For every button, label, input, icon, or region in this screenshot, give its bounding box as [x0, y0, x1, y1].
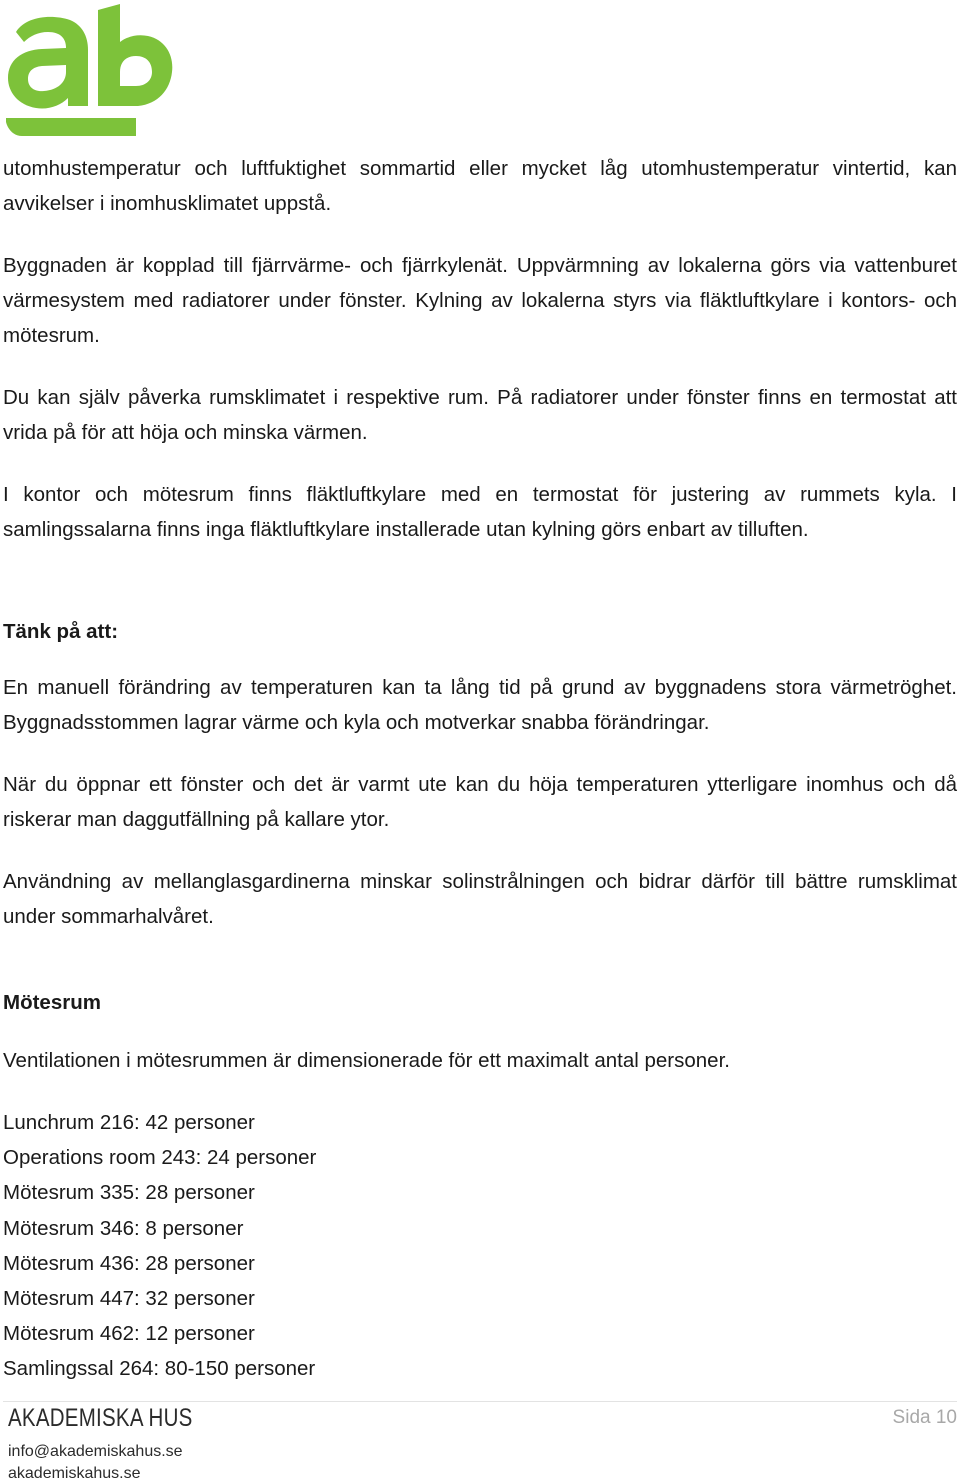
- tips-heading: Tänk på att:: [3, 620, 119, 643]
- meeting-rooms-heading: Mötesrum: [3, 991, 101, 1014]
- meeting-rooms-intro: Ventilationen i mötesrummen är dimensionerade för ett maximalt antal personer.: [3, 1049, 730, 1072]
- list-item: Samlingssal 264: 80-150 personer: [3, 1357, 316, 1381]
- list-item: Mötesrum 447: 32 personer: [3, 1287, 255, 1311]
- intro-paragraph-3: Du kan själv påverka rumsklimatet i respektive rum. På radiatorer under fönster finns en termostat att vrida på för att höja och minska värmen.: [3, 386, 957, 444]
- meeting-rooms-list: [3, 1105, 957, 1387]
- list-item: Mötesrum 346: 8 personer: [3, 1216, 244, 1240]
- list-item: Mötesrum 335: 28 personer: [3, 1181, 255, 1205]
- footer-brand: AKADEMISKA HUS: [8, 1404, 193, 1432]
- list-item: Mötesrum 462: 12 personer: [3, 1322, 255, 1346]
- footer-website[interactable]: akademiskahus.se: [8, 1465, 141, 1482]
- tips-paragraph-1: En manuell förändring av temperaturen kan ta lång tid på grund av byggnadens stora värmetröghet. Byggnadsstommen lagrar värme och kyla och motverkar snabba förändringar.: [3, 676, 957, 734]
- tips-paragraph-3: Användning av mellanglasgardinerna minskar solinstrålningen och bidrar därför till bättre rumsklimat under sommarhalvåret.: [3, 870, 957, 928]
- tips-paragraph-2: När du öppnar ett fönster och det är varmt ute kan du höja temperaturen ytterligare inomhus och då riskerar man daggutfällning på kallare ytor.: [3, 773, 957, 831]
- intro-paragraph-2: Byggnaden är kopplad till fjärrvärme- och fjärrkylenät. Uppvärmning av lokalerna görs via vattenburet värmesystem med radiatorer under fönster. Kylning av lokalerna styrs via fläktluftkylare i kontors- och mötesrum.: [3, 254, 957, 347]
- list-item: Lunchrum 216: 42 personer: [3, 1111, 255, 1134]
- intro-paragraph-4: I kontor och mötesrum finns fläktluftkylare med en termostat för justering av rummets kyla. I samlingssalarna finns inga fläktluftkylare installerade utan kylning görs enbart av tilluften.: [3, 483, 957, 541]
- footer-email[interactable]: info@akademiskahus.se: [8, 1443, 183, 1460]
- intro-paragraph-1: utomhustemperatur och luftfuktighet sommartid eller mycket låg utomhustemperatur vintertid, kan avvikelser i inomhusklimatet uppstå.: [3, 157, 957, 215]
- akademiska-hus-logo: [2, 2, 174, 136]
- page-number: Sida 10: [892, 1407, 957, 1428]
- list-item: Operations room 243: 24 personer: [3, 1146, 317, 1170]
- footer-divider: [3, 1401, 957, 1402]
- list-item: Mötesrum 436: 28 personer: [3, 1251, 255, 1275]
